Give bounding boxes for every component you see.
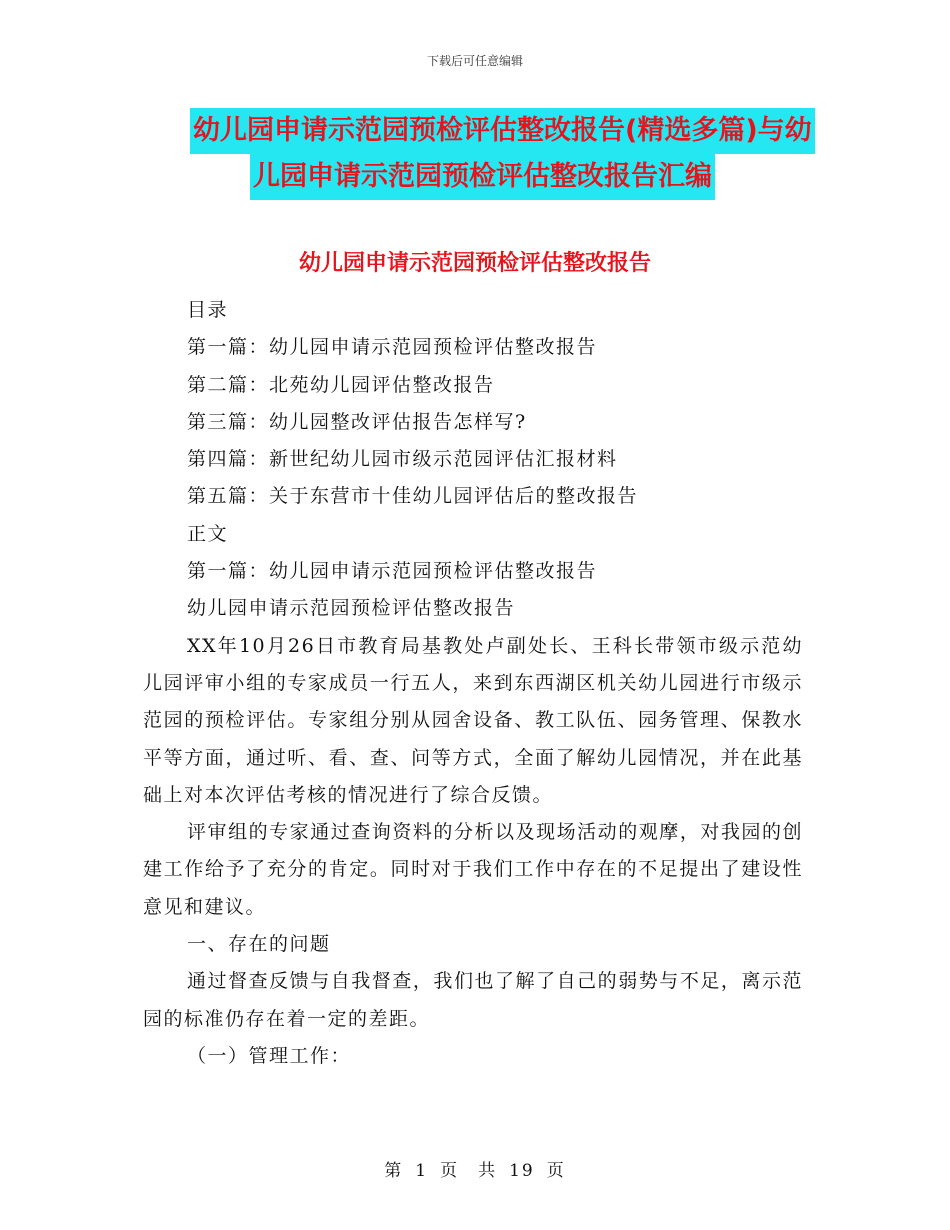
document-title-line-2: 儿园申请示范园预检评估整改报告汇编 [250,154,715,200]
document-body [143,292,803,1075]
page-footer [0,1156,950,1181]
toc-item: 第四篇：新世纪幼儿园市级示范园评估汇报材料 [187,448,618,471]
toc-item: 第三篇：幼儿园整改评估报告怎样写? [187,410,527,433]
toc-item: 第一篇：幼儿园申请示范园预检评估整改报告 [187,336,598,359]
toc-heading: 目录 [187,299,229,321]
section-title: 幼儿园申请示范园预检评估整改报告 [298,251,651,276]
header-note: 下载后可任意编辑 [426,54,523,68]
body-paragraph: XX年10月26日市教育局基教处卢副处长、王科长带领市级示范幼儿园评审小组的专家成员一行五人，来到东西湖区机关幼儿园进行市级示范园的预检评估。专家组分别从园舍设备、教工队伍、园务管理、保教水平等方面，通过听、看、查、问等方式，全面了解幼儿园情况，并在此基础上对本次评估考核的情况进行了综合反馈。 [143,634,803,806]
page-footer-middle: 页 共 [440,1161,498,1181]
body-paragraph: 评审组的专家通过查询资料的分析以及现场活动的观摩，对我园的创建工作给予了充分的肯定。同时对于我们工作中存在的不足提出了建设性意见和建议。 [143,821,803,918]
section-paragraph: 通过督查反馈与自我督查，我们也了解了自己的弱势与不足，离示范园的标准仍存在着一定的差距。 [143,970,803,1030]
page-number: 1 [415,1161,429,1181]
page-footer-suffix: 页 [546,1161,566,1181]
chapter-title: 第一篇：幼儿园申请示范园预检评估整改报告 [187,560,598,583]
body-heading: 正文 [187,522,229,545]
page-total: 19 [509,1161,535,1181]
toc-item: 第五篇：关于东营市十佳幼儿园评估后的整改报告 [187,485,639,508]
subsection-heading: （一）管理工作： [187,1044,352,1067]
document-title [190,108,810,200]
report-title: 幼儿园申请示范园预检评估整改报告 [187,597,516,620]
document-title-line-1: 幼儿园申请示范园预检评估整改报告(精选多篇)与幼 [190,108,815,154]
toc-item: 第二篇：北苑幼儿园评估整改报告 [187,373,495,396]
section-heading: 一、存在的问题 [187,933,331,956]
page-footer-prefix: 第 [384,1161,404,1181]
